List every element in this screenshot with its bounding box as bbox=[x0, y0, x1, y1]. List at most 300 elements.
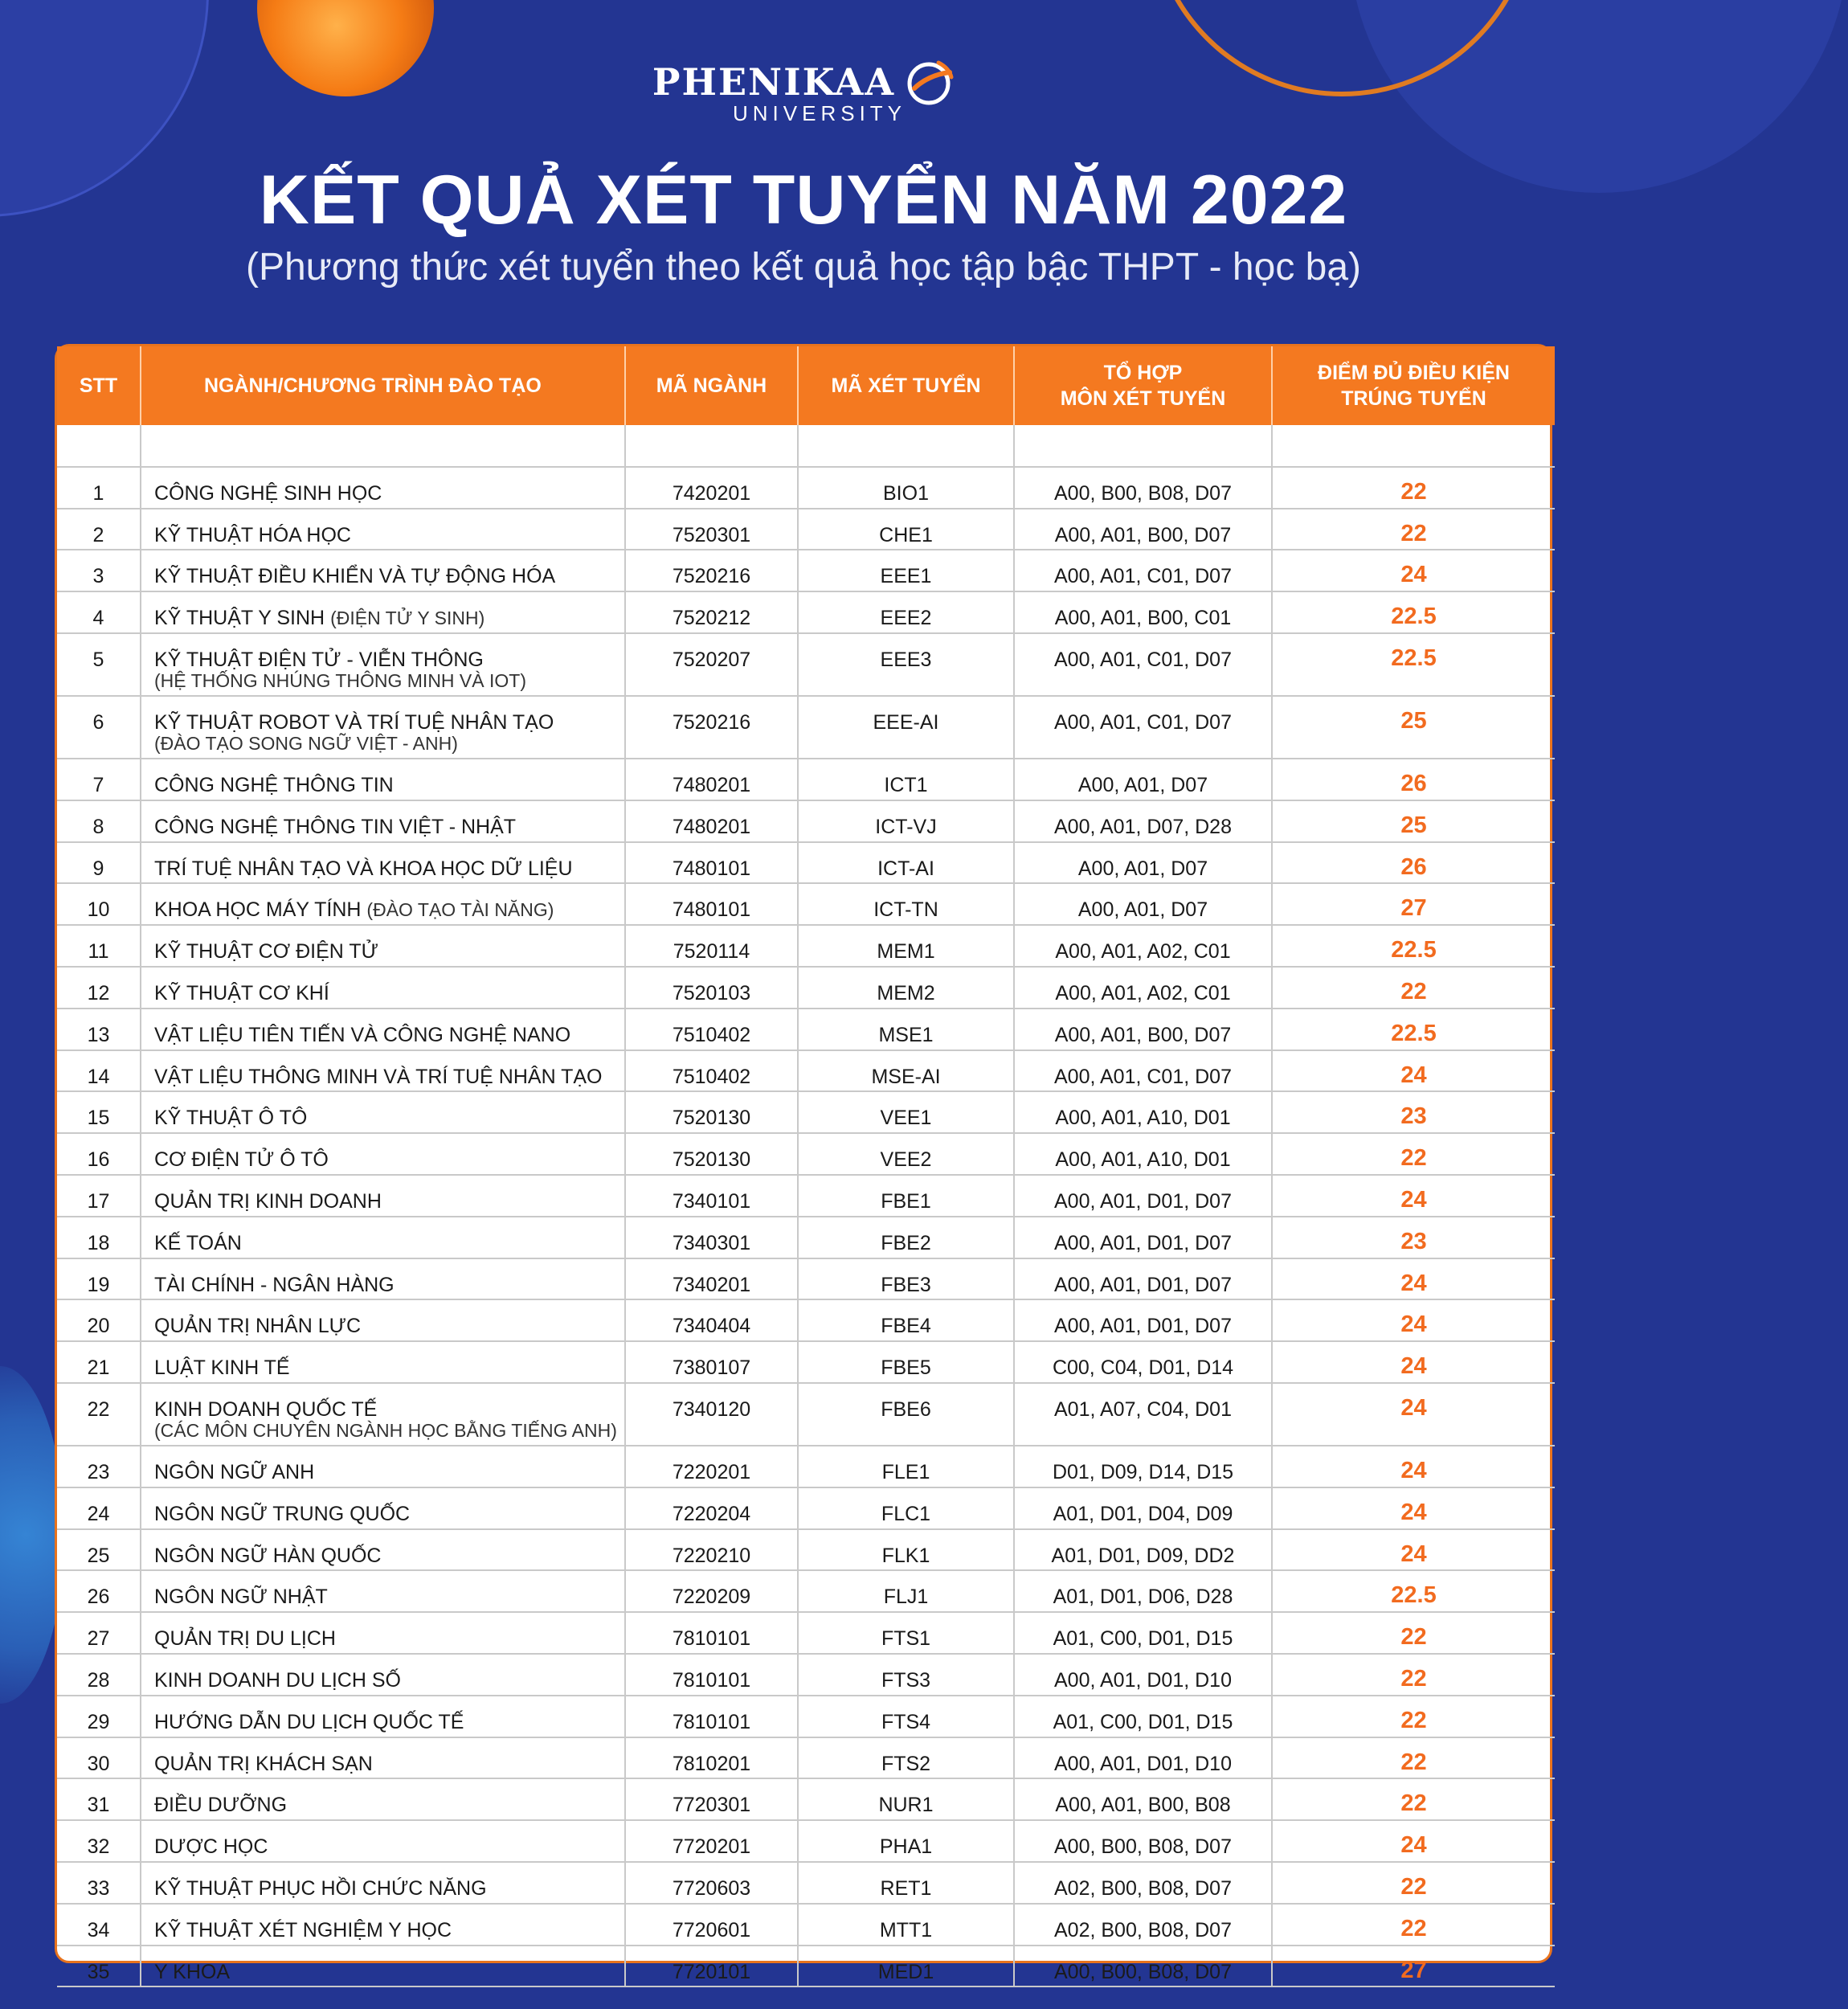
program-note: (HỆ THỐNG NHÚNG THÔNG MINH VÀ IOT) bbox=[154, 669, 526, 691]
row-subject-combination: A00, A01, D01, D10 bbox=[1014, 1737, 1272, 1779]
row-admission-code: FBE6 bbox=[798, 1383, 1014, 1446]
spacer-cell bbox=[57, 425, 141, 467]
row-major-code: 7340101 bbox=[625, 1175, 798, 1217]
program-name: KỸ THUẬT ROBOT VÀ TRÍ TUỆ NHÂN TẠO bbox=[154, 710, 554, 734]
table-row bbox=[57, 1862, 1555, 1904]
program-name: LUẬT KINH TẾ bbox=[154, 1356, 290, 1380]
row-stt: 16 bbox=[57, 1133, 141, 1175]
row-subject-combination: A01, C00, D01, D15 bbox=[1014, 1612, 1272, 1654]
row-major-code: 7480201 bbox=[625, 759, 798, 800]
row-major-code: 7810101 bbox=[625, 1696, 798, 1737]
row-stt: 28 bbox=[57, 1654, 141, 1696]
row-admission-code: FBE5 bbox=[798, 1341, 1014, 1383]
row-subject-combination: A01, A07, C04, D01 bbox=[1014, 1383, 1272, 1446]
program-name: CÔNG NGHỆ THÔNG TIN bbox=[154, 773, 394, 796]
header-qualifying-score bbox=[1272, 346, 1555, 425]
program-name: NGÔN NGỮ TRUNG QUỐC bbox=[154, 1502, 411, 1525]
table-row bbox=[57, 1217, 1555, 1258]
row-major-code: 7720201 bbox=[625, 1820, 798, 1862]
table-row bbox=[57, 467, 1555, 509]
row-major-code: 7720301 bbox=[625, 1778, 798, 1820]
row-major-code: 7220209 bbox=[625, 1570, 798, 1612]
table-body bbox=[57, 425, 1555, 1986]
row-program bbox=[141, 759, 625, 800]
row-qualifying-score: 24 bbox=[1272, 1175, 1555, 1217]
row-qualifying-score: 22 bbox=[1272, 1737, 1555, 1779]
table-row bbox=[57, 1133, 1555, 1175]
row-stt: 10 bbox=[57, 883, 141, 925]
table-row bbox=[57, 925, 1555, 967]
row-program bbox=[141, 1299, 625, 1341]
row-major-code: 7520114 bbox=[625, 925, 798, 967]
row-subject-combination: D01, D09, D14, D15 bbox=[1014, 1446, 1272, 1487]
row-qualifying-score: 22 bbox=[1272, 1696, 1555, 1737]
row-admission-code: CHE1 bbox=[798, 509, 1014, 550]
table-row bbox=[57, 967, 1555, 1009]
row-major-code: 7220204 bbox=[625, 1487, 798, 1529]
row-subject-combination: A00, A01, A02, C01 bbox=[1014, 925, 1272, 967]
row-program bbox=[141, 1696, 625, 1737]
row-qualifying-score: 22 bbox=[1272, 1612, 1555, 1654]
table-spacer-row bbox=[57, 425, 1555, 467]
table-row bbox=[57, 1529, 1555, 1571]
row-subject-combination: A00, A01, B00, D07 bbox=[1014, 1009, 1272, 1050]
row-admission-code: FLC1 bbox=[798, 1487, 1014, 1529]
program-note: (CÁC MÔN CHUYÊN NGÀNH HỌC BẰNG TIẾNG ANH) bbox=[154, 1419, 617, 1441]
header-combo-line2: MÔN XÉT TUYỂN bbox=[1060, 387, 1226, 410]
row-qualifying-score: 23 bbox=[1272, 1091, 1555, 1133]
row-admission-code: FBE1 bbox=[798, 1175, 1014, 1217]
row-major-code: 7810101 bbox=[625, 1654, 798, 1696]
row-admission-code: FTS1 bbox=[798, 1612, 1014, 1654]
row-program bbox=[141, 1529, 625, 1571]
row-admission-code: VEE1 bbox=[798, 1091, 1014, 1133]
row-stt: 3 bbox=[57, 550, 141, 591]
row-subject-combination: A02, B00, B08, D07 bbox=[1014, 1904, 1272, 1946]
row-subject-combination: A02, B00, B08, D07 bbox=[1014, 1862, 1272, 1904]
logo-swoosh-icon bbox=[903, 56, 955, 108]
row-stt: 12 bbox=[57, 967, 141, 1009]
row-admission-code: FBE4 bbox=[798, 1299, 1014, 1341]
row-major-code: 7220210 bbox=[625, 1529, 798, 1571]
row-admission-code: MED1 bbox=[798, 1946, 1014, 1987]
program-name: QUẢN TRỊ KHÁCH SẠN bbox=[154, 1752, 373, 1775]
program-name: KỸ THUẬT Ô TÔ bbox=[154, 1107, 308, 1130]
row-qualifying-score: 26 bbox=[1272, 759, 1555, 800]
row-program bbox=[141, 1133, 625, 1175]
spacer-cell bbox=[1014, 425, 1272, 467]
row-subject-combination: A00, A01, D01, D07 bbox=[1014, 1299, 1272, 1341]
row-major-code: 7520130 bbox=[625, 1091, 798, 1133]
results-table bbox=[57, 346, 1555, 1987]
program-name: KINH DOANH DU LỊCH SỐ bbox=[154, 1668, 401, 1692]
row-qualifying-score: 22 bbox=[1272, 1862, 1555, 1904]
row-program bbox=[141, 1570, 625, 1612]
results-table-card bbox=[55, 344, 1552, 1983]
row-program bbox=[141, 1946, 625, 1987]
row-qualifying-score: 24 bbox=[1272, 1383, 1555, 1446]
row-admission-code: PHA1 bbox=[798, 1820, 1014, 1862]
row-qualifying-score: 26 bbox=[1272, 842, 1555, 884]
row-stt: 29 bbox=[57, 1696, 141, 1737]
table-row bbox=[57, 1778, 1555, 1820]
program-name: KỸ THUẬT PHỤC HỒI CHỨC NĂNG bbox=[154, 1876, 487, 1900]
program-name: KỸ THUẬT ĐIỀU KHIỂN VÀ TỰ ĐỘNG HÓA bbox=[154, 565, 556, 588]
row-qualifying-score: 27 bbox=[1272, 883, 1555, 925]
table-row bbox=[57, 633, 1555, 696]
row-subject-combination: A00, B00, B08, D07 bbox=[1014, 467, 1272, 509]
row-major-code: 7480101 bbox=[625, 883, 798, 925]
row-subject-combination: A00, A01, B00, B08 bbox=[1014, 1778, 1272, 1820]
row-admission-code: MTT1 bbox=[798, 1904, 1014, 1946]
row-stt: 33 bbox=[57, 1862, 141, 1904]
row-qualifying-score: 25 bbox=[1272, 696, 1555, 759]
row-program bbox=[141, 467, 625, 509]
table-row bbox=[57, 696, 1555, 759]
row-subject-combination: A01, C00, D01, D15 bbox=[1014, 1696, 1272, 1737]
row-qualifying-score: 22.5 bbox=[1272, 1570, 1555, 1612]
row-qualifying-score: 22.5 bbox=[1272, 1009, 1555, 1050]
program-name: NGÔN NGỮ HÀN QUỐC bbox=[154, 1544, 382, 1567]
row-stt: 35 bbox=[57, 1946, 141, 1987]
row-subject-combination: A01, D01, D06, D28 bbox=[1014, 1570, 1272, 1612]
table-row bbox=[57, 1570, 1555, 1612]
row-stt: 32 bbox=[57, 1820, 141, 1862]
row-subject-combination: A00, A01, C01, D07 bbox=[1014, 696, 1272, 759]
row-qualifying-score: 22 bbox=[1272, 509, 1555, 550]
row-stt: 19 bbox=[57, 1258, 141, 1300]
row-program bbox=[141, 967, 625, 1009]
row-admission-code: EEE2 bbox=[798, 591, 1014, 633]
table-row bbox=[57, 1341, 1555, 1383]
row-subject-combination: A00, A01, D07 bbox=[1014, 842, 1272, 884]
row-major-code: 7810201 bbox=[625, 1737, 798, 1779]
row-program bbox=[141, 1862, 625, 1904]
row-subject-combination: A00, A01, D01, D07 bbox=[1014, 1217, 1272, 1258]
row-major-code: 7380107 bbox=[625, 1341, 798, 1383]
row-subject-combination: A00, A01, D07 bbox=[1014, 759, 1272, 800]
row-stt: 1 bbox=[57, 467, 141, 509]
row-program bbox=[141, 1091, 625, 1133]
program-name: CÔNG NGHỆ THÔNG TIN VIỆT - NHẬT bbox=[154, 815, 517, 838]
row-stt: 22 bbox=[57, 1383, 141, 1446]
row-qualifying-score: 24 bbox=[1272, 1446, 1555, 1487]
table-row bbox=[57, 1050, 1555, 1092]
program-name: KINH DOANH QUỐC TẾ bbox=[154, 1397, 378, 1421]
program-name: VẬT LIỆU THÔNG MINH VÀ TRÍ TUỆ NHÂN TẠO bbox=[154, 1065, 603, 1088]
row-stt: 14 bbox=[57, 1050, 141, 1092]
university-logo bbox=[0, 56, 1607, 126]
row-admission-code: NUR1 bbox=[798, 1778, 1014, 1820]
table-row bbox=[57, 1612, 1555, 1654]
row-major-code: 7720101 bbox=[625, 1946, 798, 1987]
row-major-code: 7720603 bbox=[625, 1862, 798, 1904]
spacer-cell bbox=[141, 425, 625, 467]
spacer-cell bbox=[625, 425, 798, 467]
row-major-code: 7510402 bbox=[625, 1050, 798, 1092]
row-stt: 15 bbox=[57, 1091, 141, 1133]
header-subject-combination bbox=[1014, 346, 1272, 425]
row-subject-combination: C00, C04, D01, D14 bbox=[1014, 1341, 1272, 1383]
row-stt: 6 bbox=[57, 696, 141, 759]
row-stt: 8 bbox=[57, 800, 141, 842]
row-subject-combination: A00, A01, C01, D07 bbox=[1014, 550, 1272, 591]
row-program bbox=[141, 925, 625, 967]
row-subject-combination: A00, A01, B00, C01 bbox=[1014, 591, 1272, 633]
program-name: KỸ THUẬT XÉT NGHIỆM Y HỌC bbox=[154, 1918, 452, 1941]
row-admission-code: FLK1 bbox=[798, 1529, 1014, 1571]
row-program bbox=[141, 633, 625, 696]
row-qualifying-score: 22.5 bbox=[1272, 925, 1555, 967]
row-major-code: 7340201 bbox=[625, 1258, 798, 1300]
row-program bbox=[141, 1654, 625, 1696]
program-name: KỸ THUẬT ĐIỆN TỬ - VIỄN THÔNG bbox=[154, 648, 484, 671]
row-admission-code: MSE-AI bbox=[798, 1050, 1014, 1092]
table-row bbox=[57, 1654, 1555, 1696]
row-stt: 23 bbox=[57, 1446, 141, 1487]
logo-wordmark: PHENIKAA bbox=[652, 60, 896, 104]
program-name: NGÔN NGỮ ANH bbox=[154, 1460, 315, 1483]
row-qualifying-score: 25 bbox=[1272, 800, 1555, 842]
row-subject-combination: A00, A01, D01, D07 bbox=[1014, 1258, 1272, 1300]
program-name: TRÍ TUỆ NHÂN TẠO VÀ KHOA HỌC DỮ LIỆU bbox=[154, 857, 573, 880]
row-program bbox=[141, 883, 625, 925]
row-admission-code: FBE3 bbox=[798, 1258, 1014, 1300]
row-major-code: 7720601 bbox=[625, 1904, 798, 1946]
row-stt: 25 bbox=[57, 1529, 141, 1571]
row-major-code: 7340404 bbox=[625, 1299, 798, 1341]
row-stt: 13 bbox=[57, 1009, 141, 1050]
program-name: ĐIỀU DƯỠNG bbox=[154, 1794, 288, 1817]
row-major-code: 7810101 bbox=[625, 1612, 798, 1654]
table-row bbox=[57, 1904, 1555, 1946]
program-name: KỸ THUẬT Y SINH bbox=[154, 607, 325, 630]
row-subject-combination: A00, A01, A02, C01 bbox=[1014, 967, 1272, 1009]
row-admission-code: ICT-VJ bbox=[798, 800, 1014, 842]
row-program bbox=[141, 1737, 625, 1779]
row-qualifying-score: 24 bbox=[1272, 1820, 1555, 1862]
row-qualifying-score: 22 bbox=[1272, 1654, 1555, 1696]
program-note: (ĐÀO TẠO SONG NGỮ VIỆT - ANH) bbox=[154, 732, 458, 754]
row-program bbox=[141, 1341, 625, 1383]
page-subtitle: (Phương thức xét tuyển theo kết quả học tập bậc THPT - học bạ) bbox=[245, 246, 1362, 288]
row-admission-code: FLE1 bbox=[798, 1446, 1014, 1487]
row-admission-code: FLJ1 bbox=[798, 1570, 1014, 1612]
row-stt: 30 bbox=[57, 1737, 141, 1779]
table-row bbox=[57, 591, 1555, 633]
program-name: Y KHOA bbox=[154, 1960, 231, 1983]
row-admission-code: FTS3 bbox=[798, 1654, 1014, 1696]
row-subject-combination: A00, A01, C01, D07 bbox=[1014, 1050, 1272, 1092]
spacer-cell bbox=[798, 425, 1014, 467]
row-qualifying-score: 23 bbox=[1272, 1217, 1555, 1258]
row-admission-code: ICT1 bbox=[798, 759, 1014, 800]
row-subject-combination: A00, B00, B08, D07 bbox=[1014, 1820, 1272, 1862]
program-name: VẬT LIỆU TIÊN TIẾN VÀ CÔNG NGHỆ NANO bbox=[154, 1023, 571, 1046]
row-subject-combination: A00, A01, D01, D10 bbox=[1014, 1654, 1272, 1696]
row-program bbox=[141, 1778, 625, 1820]
program-name: KẾ TOÁN bbox=[154, 1231, 242, 1254]
row-stt: 4 bbox=[57, 591, 141, 633]
row-admission-code: EEE3 bbox=[798, 633, 1014, 696]
row-program bbox=[141, 842, 625, 884]
row-stt: 2 bbox=[57, 509, 141, 550]
row-major-code: 7480201 bbox=[625, 800, 798, 842]
row-subject-combination: A00, A01, D07 bbox=[1014, 883, 1272, 925]
table-row bbox=[57, 550, 1555, 591]
header-score-line2: TRÚNG TUYỂN bbox=[1341, 387, 1486, 410]
row-subject-combination: A00, B00, B08, D07 bbox=[1014, 1946, 1272, 1987]
row-major-code: 7520301 bbox=[625, 509, 798, 550]
row-major-code: 7480101 bbox=[625, 842, 798, 884]
program-name: KỸ THUẬT CƠ ĐIỆN TỬ bbox=[154, 940, 378, 964]
row-program bbox=[141, 1820, 625, 1862]
row-admission-code: MEM1 bbox=[798, 925, 1014, 967]
row-subject-combination: A00, A01, C01, D07 bbox=[1014, 633, 1272, 696]
row-major-code: 7340120 bbox=[625, 1383, 798, 1446]
row-subject-combination: A00, A01, B00, D07 bbox=[1014, 509, 1272, 550]
table-row bbox=[57, 1383, 1555, 1446]
header-program: NGÀNH/CHƯƠNG TRÌNH ĐÀO TẠO bbox=[141, 346, 625, 425]
row-admission-code: BIO1 bbox=[798, 467, 1014, 509]
row-stt: 20 bbox=[57, 1299, 141, 1341]
header-admission-code: MÃ XÉT TUYỂN bbox=[798, 346, 1014, 425]
row-program bbox=[141, 1446, 625, 1487]
row-qualifying-score: 22 bbox=[1272, 967, 1555, 1009]
row-program bbox=[141, 1050, 625, 1092]
row-stt: 11 bbox=[57, 925, 141, 967]
row-admission-code: RET1 bbox=[798, 1862, 1014, 1904]
row-subject-combination: A00, A01, A10, D01 bbox=[1014, 1133, 1272, 1175]
row-admission-code: MEM2 bbox=[798, 967, 1014, 1009]
row-admission-code: FTS2 bbox=[798, 1737, 1014, 1779]
table-row bbox=[57, 1258, 1555, 1300]
row-program bbox=[141, 1258, 625, 1300]
row-subject-combination: A00, A01, D07, D28 bbox=[1014, 800, 1272, 842]
table-row bbox=[57, 1946, 1555, 1987]
row-stt: 27 bbox=[57, 1612, 141, 1654]
program-name: KỸ THUẬT HÓA HỌC bbox=[154, 523, 351, 546]
table-header-row bbox=[57, 346, 1555, 425]
row-stt: 17 bbox=[57, 1175, 141, 1217]
row-qualifying-score: 22.5 bbox=[1272, 633, 1555, 696]
table-row bbox=[57, 1299, 1555, 1341]
table-row bbox=[57, 509, 1555, 550]
row-admission-code: EEE1 bbox=[798, 550, 1014, 591]
row-program bbox=[141, 1175, 625, 1217]
row-qualifying-score: 24 bbox=[1272, 550, 1555, 591]
row-major-code: 7520103 bbox=[625, 967, 798, 1009]
row-program bbox=[141, 1612, 625, 1654]
program-name: QUẢN TRỊ KINH DOANH bbox=[154, 1189, 382, 1213]
table-row bbox=[57, 1737, 1555, 1779]
row-admission-code: ICT-TN bbox=[798, 883, 1014, 925]
row-admission-code: EEE-AI bbox=[798, 696, 1014, 759]
row-program bbox=[141, 1217, 625, 1258]
row-stt: 18 bbox=[57, 1217, 141, 1258]
logo-subtitle: UNIVERSITY bbox=[732, 101, 907, 125]
row-qualifying-score: 22 bbox=[1272, 1778, 1555, 1820]
row-major-code: 7340301 bbox=[625, 1217, 798, 1258]
row-program bbox=[141, 1487, 625, 1529]
row-subject-combination: A01, D01, D04, D09 bbox=[1014, 1487, 1272, 1529]
program-name: DƯỢC HỌC bbox=[154, 1835, 268, 1859]
table-row bbox=[57, 800, 1555, 842]
row-major-code: 7520216 bbox=[625, 696, 798, 759]
row-qualifying-score: 24 bbox=[1272, 1487, 1555, 1529]
program-name: QUẢN TRỊ NHÂN LỰC bbox=[154, 1315, 362, 1338]
table-row bbox=[57, 1009, 1555, 1050]
row-major-code: 7520207 bbox=[625, 633, 798, 696]
program-note: (ĐÀO TẠO TÀI NĂNG) bbox=[366, 899, 554, 921]
row-stt: 26 bbox=[57, 1570, 141, 1612]
row-admission-code: FBE2 bbox=[798, 1217, 1014, 1258]
row-admission-code: MSE1 bbox=[798, 1009, 1014, 1050]
spacer-cell bbox=[1272, 425, 1555, 467]
table-row bbox=[57, 883, 1555, 925]
row-program bbox=[141, 509, 625, 550]
header-stt: STT bbox=[57, 346, 141, 425]
row-qualifying-score: 22.5 bbox=[1272, 591, 1555, 633]
row-subject-combination: A00, A01, A10, D01 bbox=[1014, 1091, 1272, 1133]
table-row bbox=[57, 1696, 1555, 1737]
row-program bbox=[141, 591, 625, 633]
row-stt: 21 bbox=[57, 1341, 141, 1383]
table-row bbox=[57, 759, 1555, 800]
row-program bbox=[141, 1383, 625, 1446]
program-note: (ĐIỆN TỬ Y SINH) bbox=[330, 608, 485, 629]
header-combo-line1: TỔ HỢP bbox=[1103, 361, 1183, 384]
row-qualifying-score: 22 bbox=[1272, 1133, 1555, 1175]
row-program bbox=[141, 696, 625, 759]
row-subject-combination: A01, D01, D09, DD2 bbox=[1014, 1529, 1272, 1571]
row-major-code: 7520212 bbox=[625, 591, 798, 633]
page-title: KẾT QUẢ XÉT TUYỂN NĂM 2022 bbox=[259, 162, 1348, 239]
program-name: TÀI CHÍNH - NGÂN HÀNG bbox=[154, 1273, 395, 1296]
program-name: KHOA HỌC MÁY TÍNH bbox=[154, 898, 362, 922]
row-qualifying-score: 22 bbox=[1272, 467, 1555, 509]
row-major-code: 7510402 bbox=[625, 1009, 798, 1050]
row-stt: 24 bbox=[57, 1487, 141, 1529]
row-program bbox=[141, 800, 625, 842]
row-major-code: 7220201 bbox=[625, 1446, 798, 1487]
row-program bbox=[141, 550, 625, 591]
header-major-code: MÃ NGÀNH bbox=[625, 346, 798, 425]
row-admission-code: VEE2 bbox=[798, 1133, 1014, 1175]
program-name: CƠ ĐIỆN TỬ Ô TÔ bbox=[154, 1148, 329, 1172]
row-stt: 5 bbox=[57, 633, 141, 696]
row-major-code: 7420201 bbox=[625, 467, 798, 509]
row-admission-code: ICT-AI bbox=[798, 842, 1014, 884]
table-row bbox=[57, 1091, 1555, 1133]
table-row bbox=[57, 1175, 1555, 1217]
row-stt: 7 bbox=[57, 759, 141, 800]
program-name: HƯỚNG DẪN DU LỊCH QUỐC TẾ bbox=[154, 1710, 464, 1733]
row-stt: 31 bbox=[57, 1778, 141, 1820]
table-row bbox=[57, 1487, 1555, 1529]
row-major-code: 7520130 bbox=[625, 1133, 798, 1175]
table-row bbox=[57, 1820, 1555, 1862]
row-major-code: 7520216 bbox=[625, 550, 798, 591]
row-stt: 34 bbox=[57, 1904, 141, 1946]
row-program bbox=[141, 1009, 625, 1050]
row-admission-code: FTS4 bbox=[798, 1696, 1014, 1737]
row-stt: 9 bbox=[57, 842, 141, 884]
row-qualifying-score: 22 bbox=[1272, 1904, 1555, 1946]
row-program bbox=[141, 1904, 625, 1946]
row-qualifying-score: 24 bbox=[1272, 1341, 1555, 1383]
row-qualifying-score: 24 bbox=[1272, 1299, 1555, 1341]
